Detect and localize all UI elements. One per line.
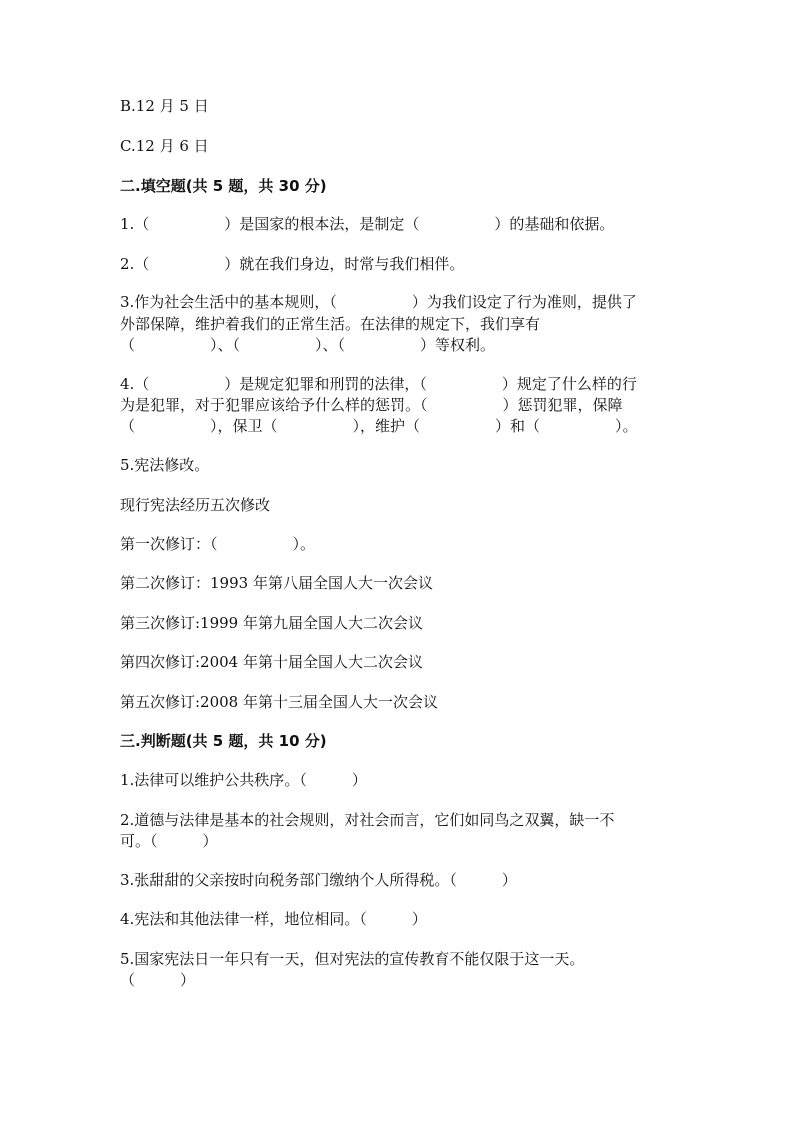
- judge-question-2-line-1: 2.道德与法律是基本的社会规则，对社会而言，它们如同鸟之双翼，缺一不: [120, 811, 615, 829]
- amendment-2: 第二次修订：1993 年第八届全国人大一次会议: [120, 574, 433, 592]
- option-c: C.12 月 6 日: [120, 137, 209, 155]
- section-heading-true-false: 三.判断题(共 5 题，共 10 分): [120, 732, 327, 750]
- fill-question-4-line-2: 为是犯罪，对于犯罪应该给予什么样的惩罚。（ ）惩罚犯罪，保障: [120, 396, 623, 414]
- fill-question-2: 2.（ ）就在我们身边，时常与我们相伴。: [120, 255, 465, 273]
- amendment-4: 第四次修订:2004 年第十届全国人大二次会议: [120, 653, 423, 671]
- fill-question-5: 5.宪法修改。: [120, 456, 210, 474]
- fill-question-4-line-3: （ ），保卫（ ），维护（ ）和（ ）。: [120, 417, 638, 435]
- fill-question-3-line-3: （ ）、（ ）、（ ）等权利。: [120, 336, 496, 354]
- fill-question-3-line-2: 外部保障，维护着我们的正常生活。在法律的规定下，我们享有: [120, 315, 541, 333]
- option-b: B.12 月 5 日: [120, 97, 209, 115]
- judge-question-1: 1.法律可以维护公共秩序。（ ）: [120, 771, 367, 789]
- fill-question-1: 1.（ ）是国家的根本法，是制定（ ）的基础和依据。: [120, 215, 615, 233]
- amendment-1: 第一次修订：（ ）。: [120, 535, 316, 553]
- fill-question-3-line-1: 3.作为社会生活中的基本规则，（ ）为我们设定了行为准则，提供了: [120, 293, 637, 311]
- section-heading-fill-in: 二.填空题(共 5 题，共 30 分): [120, 177, 327, 195]
- judge-question-5-line-2: （ ）: [120, 971, 196, 989]
- judge-question-3: 3.张甜甜的父亲按时向税务部门缴纳个人所得税。（ ）: [120, 871, 517, 889]
- judge-question-5-line-1: 5.国家宪法日一年只有一天，但对宪法的宣传教育不能仅限于这一天。: [120, 950, 585, 968]
- judge-question-2-line-2: 可。（ ）: [120, 832, 218, 850]
- amendment-intro: 现行宪法经历五次修改: [120, 496, 271, 514]
- fill-question-4-line-1: 4.（ ）是规定犯罪和刑罚的法律，（ ）规定了什么样的行: [120, 375, 637, 393]
- amendment-3: 第三次修订:1999 年第九届全国人大二次会议: [120, 614, 423, 632]
- amendment-5: 第五次修订:2008 年第十三届全国人大一次会议: [120, 693, 438, 711]
- judge-question-4: 4.宪法和其他法律一样，地位相同。（ ）: [120, 910, 427, 928]
